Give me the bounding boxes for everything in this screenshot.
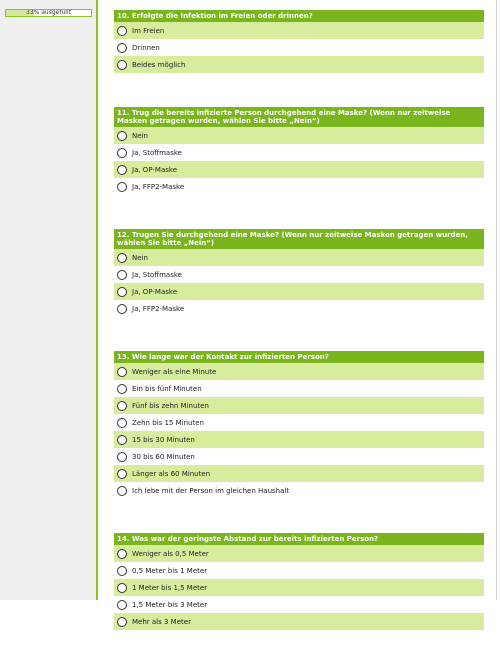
answer-option[interactable]	[114, 300, 484, 317]
radio-button[interactable]	[117, 401, 127, 411]
answer-option[interactable]	[114, 448, 484, 465]
answer-option[interactable]	[114, 414, 484, 431]
radio-button[interactable]	[117, 600, 127, 610]
answer-option[interactable]	[114, 613, 484, 630]
answer-label: Im Freien	[132, 26, 165, 35]
survey-main	[114, 10, 484, 664]
radio-button[interactable]	[117, 418, 127, 428]
question-title: 13. Wie lange war der Kontakt zur infizierten Person?	[114, 351, 484, 363]
question-title: 10. Erfolgte die Infektion im Freien oder drinnen?	[114, 10, 484, 22]
radio-button[interactable]	[117, 148, 127, 158]
radio-button[interactable]	[117, 617, 127, 627]
answer-label: Nein	[132, 131, 148, 140]
answer-label: Weniger als eine Minute	[132, 367, 217, 376]
question-14	[114, 533, 484, 630]
answer-option[interactable]	[114, 482, 484, 499]
answer-label: Nein	[132, 253, 148, 262]
answer-label: Ich lebe mit der Person im gleichen Haushalt	[132, 486, 290, 495]
sidebar	[0, 0, 98, 600]
radio-button[interactable]	[117, 165, 127, 175]
question-title: 12. Trugen Sie durchgehend eine Maske? (Wenn nur zeitweise Masken getragen wurden, wählen Sie bitte „Nein“)	[114, 229, 484, 249]
answer-option[interactable]	[114, 56, 484, 73]
answer-option[interactable]	[114, 144, 484, 161]
answer-option[interactable]	[114, 562, 484, 579]
answer-label: Ein bis fünf Minuten	[132, 384, 202, 393]
answer-label: Mehr als 3 Meter	[132, 617, 191, 626]
answer-label: Ja, FFP2-Maske	[132, 182, 185, 191]
answer-label: Ja, FFP2-Maske	[132, 304, 185, 313]
answer-label: Ja, OP-Maske	[132, 165, 177, 174]
answer-option[interactable]	[114, 465, 484, 482]
radio-button[interactable]	[117, 182, 127, 192]
radio-button[interactable]	[117, 384, 127, 394]
radio-button[interactable]	[117, 304, 127, 314]
answer-option[interactable]	[114, 283, 484, 300]
answer-label: 30 bis 60 Minuten	[132, 452, 195, 461]
answer-option[interactable]	[114, 545, 484, 562]
radio-button[interactable]	[117, 43, 127, 53]
question-title: 11. Trug die bereits infizierte Person durchgehend eine Maske? (Wenn nur zeitweise Masken getragen wurden, wählen Sie bitte „Nein“)	[114, 107, 484, 127]
radio-button[interactable]	[117, 367, 127, 377]
answer-label: Weniger als 0,5 Meter	[132, 549, 209, 558]
radio-button[interactable]	[117, 270, 127, 280]
answer-option[interactable]	[114, 397, 484, 414]
radio-button[interactable]	[117, 549, 127, 559]
answer-label: Zehn bis 15 Minuten	[132, 418, 204, 427]
answer-label: Ja, Stoffmaske	[132, 270, 182, 279]
answer-label: 15 bis 30 Minuten	[132, 435, 195, 444]
radio-button[interactable]	[117, 253, 127, 263]
answer-option[interactable]	[114, 380, 484, 397]
radio-button[interactable]	[117, 287, 127, 297]
question-11	[114, 107, 484, 195]
question-13	[114, 351, 484, 499]
answer-label: Beides möglich	[132, 60, 186, 69]
radio-button[interactable]	[117, 452, 127, 462]
answer-label: 1 Meter bis 1,5 Meter	[132, 583, 208, 592]
answer-option[interactable]	[114, 249, 484, 266]
progress-label: 33% ausgefüllt	[26, 9, 71, 16]
answer-label: Fünf bis zehn Minuten	[132, 401, 209, 410]
answer-option[interactable]	[114, 161, 484, 178]
answer-label: 1,5 Meter bis 3 Meter	[132, 600, 208, 609]
radio-button[interactable]	[117, 131, 127, 141]
radio-button[interactable]	[117, 26, 127, 36]
answer-option[interactable]	[114, 431, 484, 448]
radio-button[interactable]	[117, 469, 127, 479]
radio-button[interactable]	[117, 566, 127, 576]
question-12	[114, 229, 484, 317]
answer-label: Ja, Stoffmaske	[132, 148, 182, 157]
answer-label: Ja, OP-Maske	[132, 287, 177, 296]
answer-option[interactable]	[114, 22, 484, 39]
answer-option[interactable]	[114, 266, 484, 283]
answer-label: Länger als 60 Minuten	[132, 469, 211, 478]
answer-label: Drinnen	[132, 43, 160, 52]
answer-option[interactable]	[114, 363, 484, 380]
question-10	[114, 10, 484, 73]
radio-button[interactable]	[117, 583, 127, 593]
progress-bar	[5, 9, 92, 17]
page-border	[496, 0, 497, 600]
answer-option[interactable]	[114, 596, 484, 613]
radio-button[interactable]	[117, 60, 127, 70]
answer-option[interactable]	[114, 127, 484, 144]
question-title: 14. Was war der geringste Abstand zur bereits infizierten Person?	[114, 533, 484, 545]
answer-option[interactable]	[114, 579, 484, 596]
radio-button[interactable]	[117, 486, 127, 496]
answer-option[interactable]	[114, 39, 484, 56]
answer-option[interactable]	[114, 178, 484, 195]
answer-label: 0,5 Meter bis 1 Meter	[132, 566, 208, 575]
radio-button[interactable]	[117, 435, 127, 445]
